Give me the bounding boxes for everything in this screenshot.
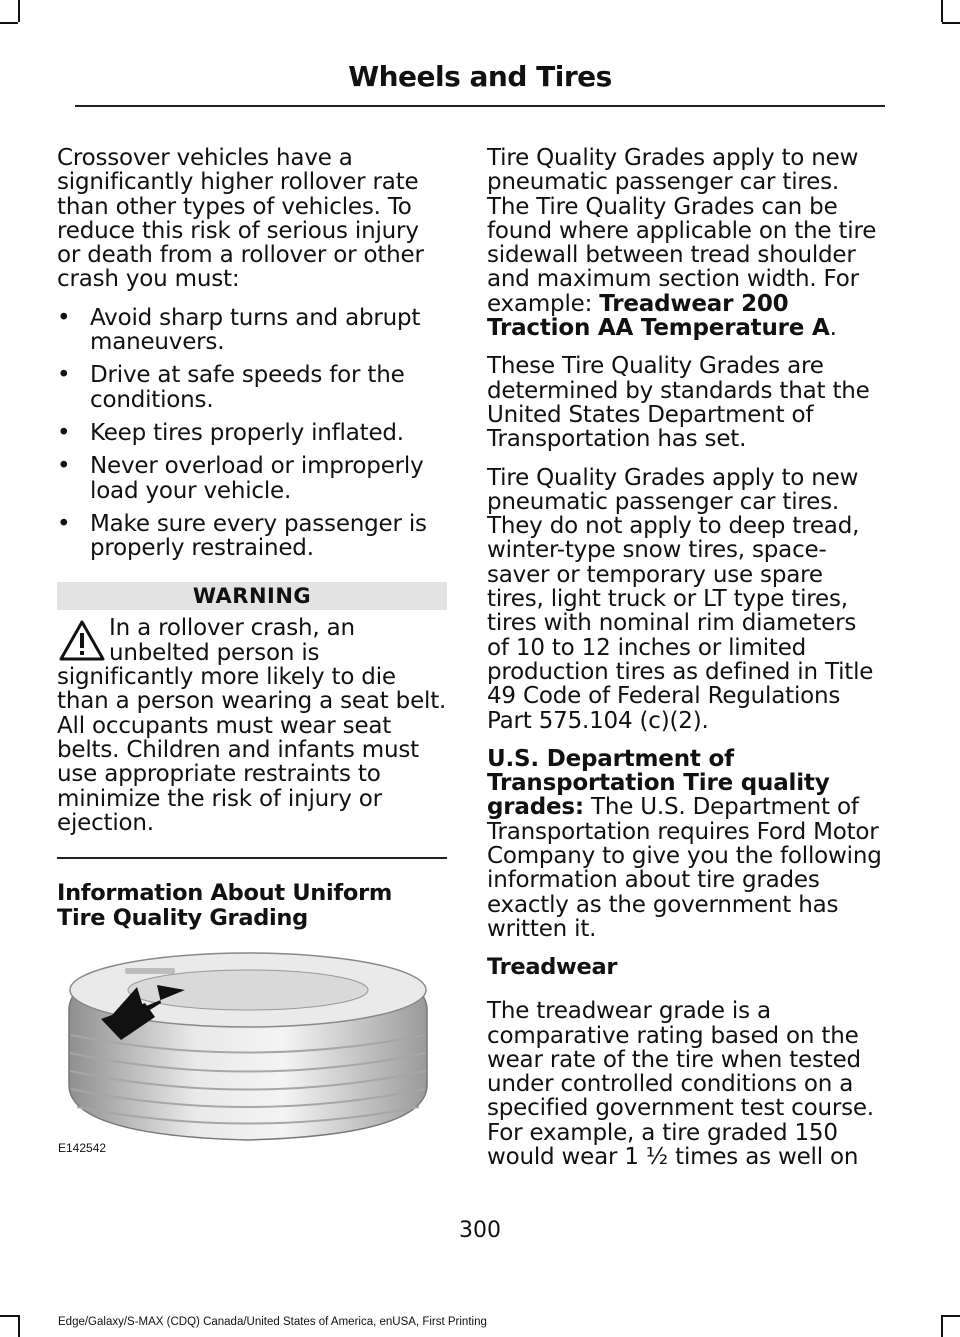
list-item xyxy=(57,454,447,503)
warning-box xyxy=(57,616,447,835)
grade-example: Treadwear 200 Traction AA Temperature A xyxy=(487,290,830,342)
header-rule xyxy=(75,105,885,107)
crop-mark xyxy=(0,22,18,24)
quality-grades-paragraph xyxy=(487,146,882,340)
dot-paragraph xyxy=(487,747,882,941)
treadwear-heading: Treadwear xyxy=(487,954,618,981)
page-header xyxy=(0,60,960,93)
dot-heading: U.S. Department of Transportation Tire quality grades: xyxy=(487,745,830,821)
applicability-paragraph: Tire Quality Grades apply to new pneumatic passenger car tires. They do not apply to deep tread, winter-type snow tires, space-saver or temporary use spare tires, light truck or LT type tires, tires with nominal rim diameters of 10 to 12 inches or limited production tires as defined in Title 49 Code of Federal Regulations Part 575.104 (c)(2). xyxy=(487,464,874,734)
warning-title: WARNING xyxy=(57,582,447,610)
page-number: 300 xyxy=(459,1218,501,1243)
paragraph-end: . xyxy=(829,315,837,342)
paragraph-text: Tire Quality Grades apply to new pneumatic passenger car tires. The Tire Quality Grades can be found where applicable on the tire sidewall between tread shoulder and maximum section width. For example: xyxy=(487,145,877,317)
safety-bullet-list xyxy=(57,306,447,561)
list-item xyxy=(57,306,447,355)
list-item xyxy=(57,512,447,561)
list-item-text: Keep tires properly inflated. xyxy=(90,419,404,446)
warning-triangle-icon xyxy=(57,618,107,664)
crop-mark xyxy=(942,1315,960,1317)
crop-mark xyxy=(942,22,960,24)
tire-illustration xyxy=(57,935,447,1160)
bullet-marker: • xyxy=(57,453,71,480)
warning-text-first: In a rollover crash, an unbelted person is xyxy=(109,615,355,666)
intro-paragraph: Crossover vehicles have a significantly higher rollover rate than other types of vehicles. To reduce this risk of serious injury or death from a rollover or other crash you must: xyxy=(57,145,424,293)
list-item-text: Make sure every passenger is properly restrained. xyxy=(90,510,427,562)
list-item xyxy=(57,421,447,445)
figure-code: E142542 xyxy=(58,1141,107,1155)
crop-mark xyxy=(941,1315,943,1337)
right-column xyxy=(487,146,882,1183)
list-item-text: Avoid sharp turns and abrupt maneuvers. xyxy=(90,304,421,356)
standards-paragraph: These Tire Quality Grades are determined by standards that the United States Department of Transportation has set. xyxy=(487,353,870,453)
page-title: Wheels and Tires xyxy=(348,60,612,93)
crop-mark xyxy=(18,1315,20,1337)
bullet-marker: • xyxy=(57,510,71,537)
list-item-text: Drive at safe speeds for the conditions. xyxy=(90,362,405,413)
crop-mark xyxy=(941,0,943,22)
section-heading: Information About Uniform Tire Quality Grading xyxy=(57,879,393,931)
footer-text: Edge/Galaxy/S-MAX (CDQ) Canada/United States of America, enUSA, First Printing xyxy=(58,1316,487,1328)
treadwear-paragraph: The treadwear grade is a comparative rating based on the wear rate of the tire when tested under controlled conditions on a specified government test course. For example, a tire graded 150 would wear 1 ½ times as well on xyxy=(487,998,874,1170)
bullet-marker: • xyxy=(57,362,71,389)
list-item-text: Never overload or improperly load your vehicle. xyxy=(90,453,424,504)
crop-mark xyxy=(0,1315,18,1317)
paragraph-text: The U.S. Department of Transportation requires Ford Motor Company to give you the following information about tire grades exactly as the government has written it. xyxy=(487,794,882,942)
warning-text-rest: significantly more likely to die than a person wearing a seat belt. All occupants must wear seat belts. Children and infants must use appropriate restraints to minimize the risk of injury or ejection. xyxy=(57,664,447,836)
left-column xyxy=(57,146,447,951)
crop-mark xyxy=(18,0,20,22)
bullet-marker: • xyxy=(57,304,71,331)
list-item xyxy=(57,363,447,412)
section-divider xyxy=(57,857,447,859)
bullet-marker: • xyxy=(57,419,71,446)
